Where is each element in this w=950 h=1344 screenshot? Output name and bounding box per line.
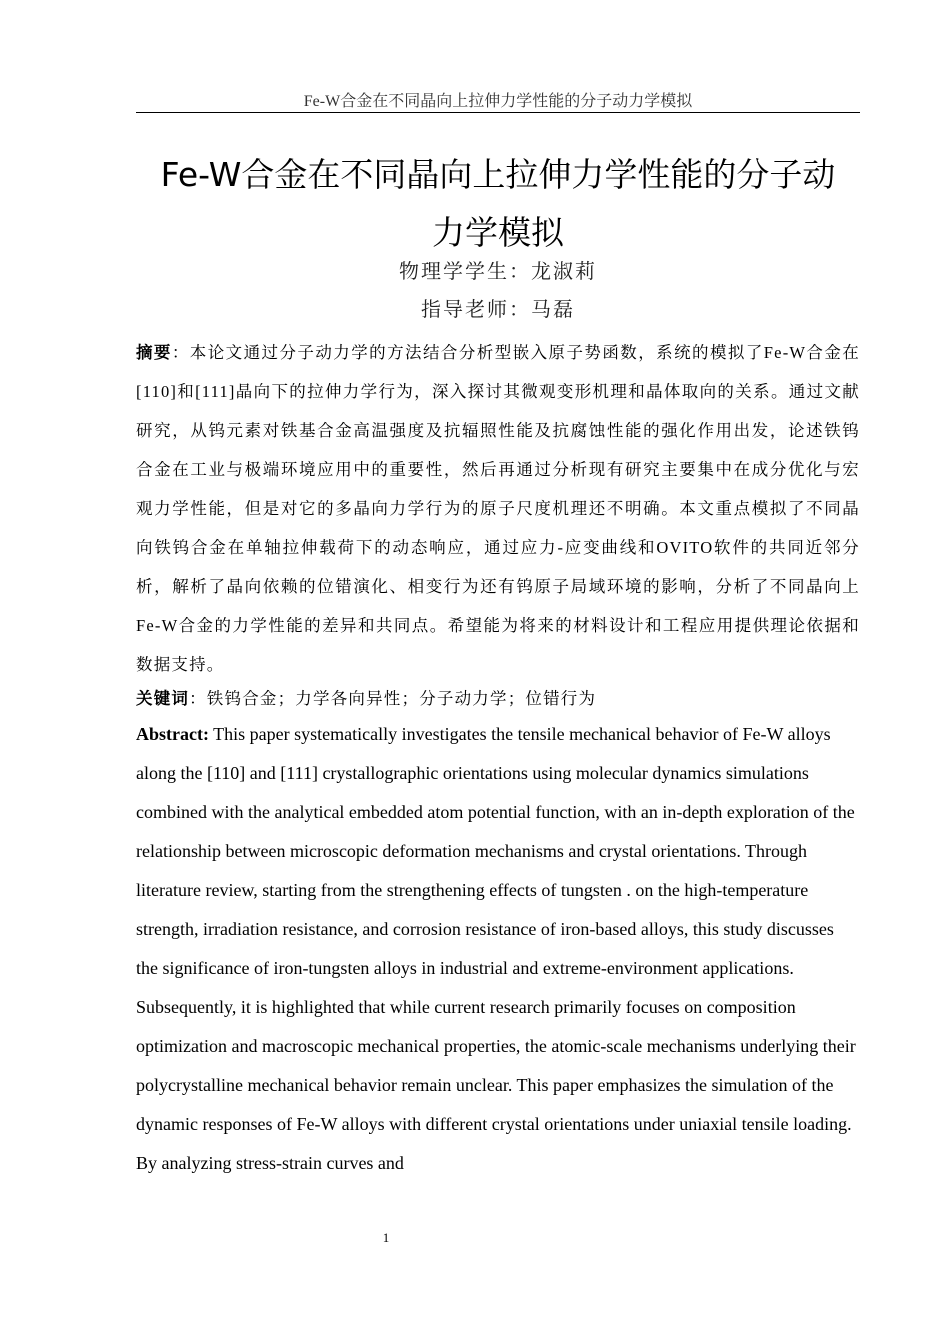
chinese-abstract-body: ：本论文通过分子动力学的方法结合分析型嵌入原子势函数，系统的模拟了Fe-W合金在[110]和[111]晶向下的拉伸力学行为，深入探讨其微观变形机理和晶体取向的关系。通过文献研究，从钨元素对铁基合金高温强度及抗辐照性能及抗腐蚀性能的强化作用出发，论述铁钨合金在工业与极端环境应用中的重要性，然后再通过分析现有研究主要集中在成分优化与宏观力学性能，但是对它的多晶向力学行为的原子尺度机理还不明确。本文重点模拟了不同晶向铁钨合金在单轴拉伸载荷下的动态响应，通过应力-应变曲线和OVITO软件的共同近邻分析，解析了晶向依赖的位错演化、相变行为还有钨原子局域环境的影响，分析了不同晶向上Fe-W合金的力学性能的差异和共同点。希望能为将来的材料设计和工程应用提供理论依据和数据支持。: [136, 343, 860, 674]
paper-title-line-1: Fe-W合金在不同晶向上拉伸力学性能的分子动: [160, 155, 836, 194]
english-abstract-body: This paper systematically investigates the tensile mechanical behavior of Fe-W alloys along the [110] and [111] crystallographic orientations using molecular dynamics simulations combined with the analytical embedded atom potential function, with an in-depth exploration of the relationship between microscopic deformation mechanisms and crystal orientations. Through literature review, starting from the strengthening effects of tungsten . on the high-temperature strength, irradiation resistance, and corrosion resistance of iron-based alloys, this study discusses the significance of iron-tungsten alloys in industrial and extreme-environment applications. Subsequently, it is highlighted that while current research primarily focuses on composition optimization and macroscopic mechanical properties, the atomic-scale mechanisms underlying their polycrystalline mechanical behavior remain unclear. This paper emphasizes the simulation of the dynamic responses of Fe-W alloys with different crystal orientations under uniaxial tensile loading. By analyzing stress-strain curves and: [136, 724, 856, 1173]
chinese-abstract: [136, 333, 860, 684]
chinese-keywords: [136, 684, 860, 714]
page-number: 1: [382, 1230, 390, 1245]
paper-title-line-2: 力学模拟: [432, 213, 564, 252]
advisor-line: 指导老师：马磊: [421, 299, 575, 321]
chinese-keywords-body: ：铁钨合金；力学各向异性；分子动力学；位错行为: [189, 689, 597, 708]
chinese-keywords-label: 关键词: [136, 689, 190, 708]
author-line: 物理学学生：龙淑莉: [399, 261, 597, 283]
english-abstract-label: Abstract:: [136, 724, 209, 744]
paper-title: [136, 146, 860, 262]
running-header-text: Fe-W合金在不同晶向上拉伸力学性能的分子动力学模拟: [303, 93, 693, 110]
chinese-abstract-label: 摘要: [136, 343, 172, 362]
running-header: [136, 92, 860, 113]
english-abstract: [136, 715, 860, 1183]
